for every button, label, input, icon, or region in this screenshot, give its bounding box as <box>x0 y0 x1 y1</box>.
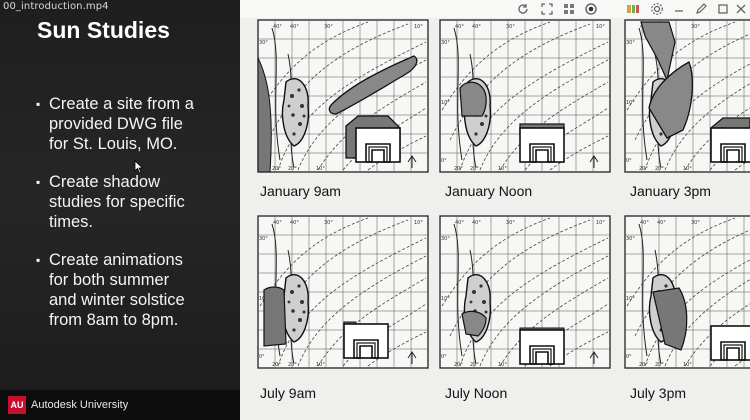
close-icon[interactable] <box>734 2 748 16</box>
grid-icon[interactable] <box>562 2 576 16</box>
bullet-item: ▪ Create shadow studies for specific times. <box>36 173 185 231</box>
maximize-icon[interactable] <box>716 2 730 16</box>
figure-caption: July Noon <box>445 385 508 401</box>
figure-caption: January 3pm <box>630 183 711 199</box>
branding-bar <box>0 390 240 420</box>
video-player-toolbar <box>240 0 750 18</box>
bullet-item: ▪ Create animations for both summer and winter solstice from 8am to 8pm. <box>36 251 185 329</box>
slide-text-panel <box>0 0 240 420</box>
slide-title: Sun Studies <box>37 17 170 43</box>
fullscreen-icon[interactable] <box>540 2 554 16</box>
sun-study-figure <box>256 18 431 180</box>
bullet-marker: ▪ <box>36 253 41 267</box>
settings-icon[interactable] <box>650 2 664 16</box>
edit-icon[interactable] <box>694 2 708 16</box>
bullet-marker: ▪ <box>36 175 41 189</box>
sun-study-figure <box>623 18 750 180</box>
minimize-icon[interactable] <box>672 2 686 16</box>
playlist-icon[interactable] <box>626 2 640 16</box>
record-icon[interactable] <box>584 2 598 16</box>
rotate-icon[interactable] <box>516 2 530 16</box>
sun-study-figures <box>240 0 750 420</box>
au-logo: AU <box>8 396 26 414</box>
figure-caption: January 9am <box>260 183 341 199</box>
brand-name: Autodesk University <box>31 399 129 411</box>
figure-caption: July 3pm <box>630 385 687 401</box>
mouse-pointer-icon <box>134 160 144 174</box>
sun-study-figure <box>623 214 750 376</box>
sun-study-figure <box>438 18 613 180</box>
bullet-list <box>36 94 236 348</box>
sun-study-figure <box>438 214 613 376</box>
figure-caption: January Noon <box>445 183 533 199</box>
sun-study-figure <box>256 214 431 376</box>
bullet-marker: ▪ <box>36 97 41 111</box>
video-filename: 00_introduction.mp4 <box>3 1 109 12</box>
figure-caption: July 9am <box>260 385 317 401</box>
bullet-item: ▪ Create a site from a provided DWG file for St. Louis, MO. <box>36 95 194 153</box>
